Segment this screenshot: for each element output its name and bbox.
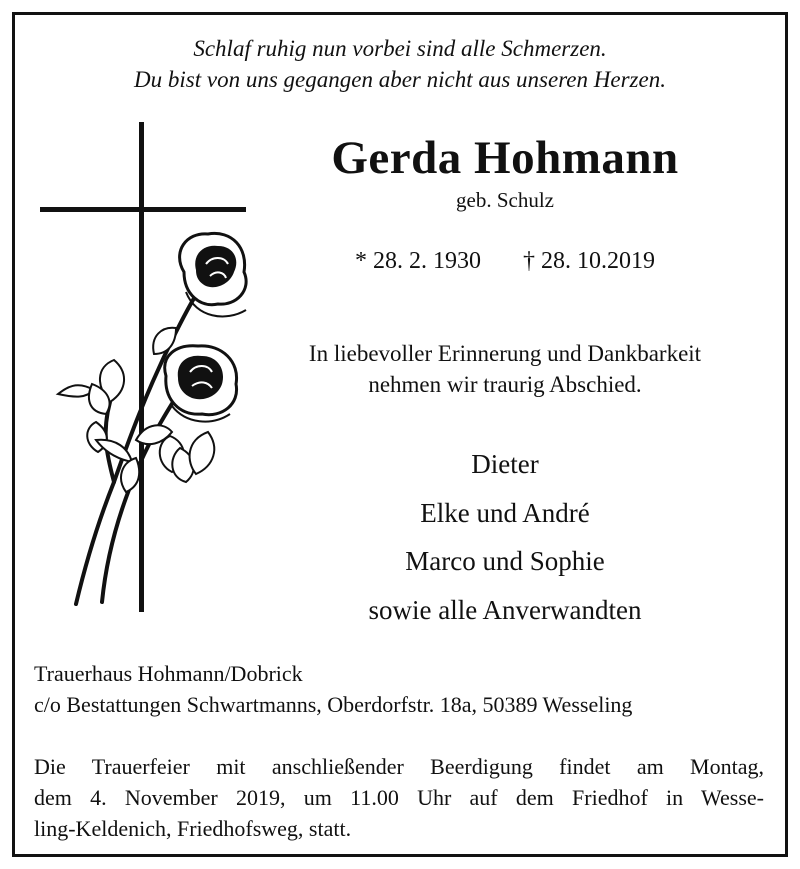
memorial-text: [250, 338, 760, 400]
memorial-line-2: nehmen wir traurig Abschied.: [368, 372, 642, 397]
cross-with-roses-illustration: [36, 122, 252, 612]
address-line-1: Trauerhaus Hohmann/Dobrick: [34, 661, 303, 686]
deceased-name: Gerda Hohmann: [331, 132, 679, 184]
poem-line-2: Du bist von uns gegangen aber nicht aus unseren Herzen.: [134, 67, 666, 92]
family-member: Dieter: [471, 449, 539, 479]
cross-horizontal-beam: [40, 207, 246, 212]
death-date: † 28. 10.2019: [523, 248, 655, 274]
address-line-2: c/o Bestattungen Schwartmanns, Oberdorfstr. 18a, 50389 Wesseling: [34, 692, 633, 717]
family-member: Elke und André: [420, 498, 590, 528]
family-member: sowie alle Anverwandten: [368, 595, 642, 625]
maiden-name: geb. Schulz: [456, 188, 554, 212]
funeral-info-line-2: dem 4. November 2019, um 11.00 Uhr auf dem Friedhof in Wesse-: [34, 785, 764, 810]
poem: [0, 33, 800, 95]
cross-vertical-beam: [139, 122, 144, 612]
memorial-line-1: In liebevoller Erinnerung und Dankbarkeit: [308, 341, 702, 366]
poem-line-1: Schlaf ruhig nun vorbei sind alle Schmerzen.: [193, 36, 607, 61]
funeral-info: [34, 751, 764, 844]
funeral-info-line-1: Die Trauerfeier mit anschließender Beerdigung findet am Montag,: [34, 754, 764, 779]
family-member: Marco und Sophie: [405, 546, 605, 576]
mourning-address: [34, 658, 764, 720]
rose-lower: [165, 346, 237, 422]
life-dates: [250, 246, 760, 276]
birth-date: * 28. 2. 1930: [355, 248, 481, 274]
funeral-info-line-3: ling-Keldenich, Friedhofsweg, statt.: [34, 816, 352, 841]
